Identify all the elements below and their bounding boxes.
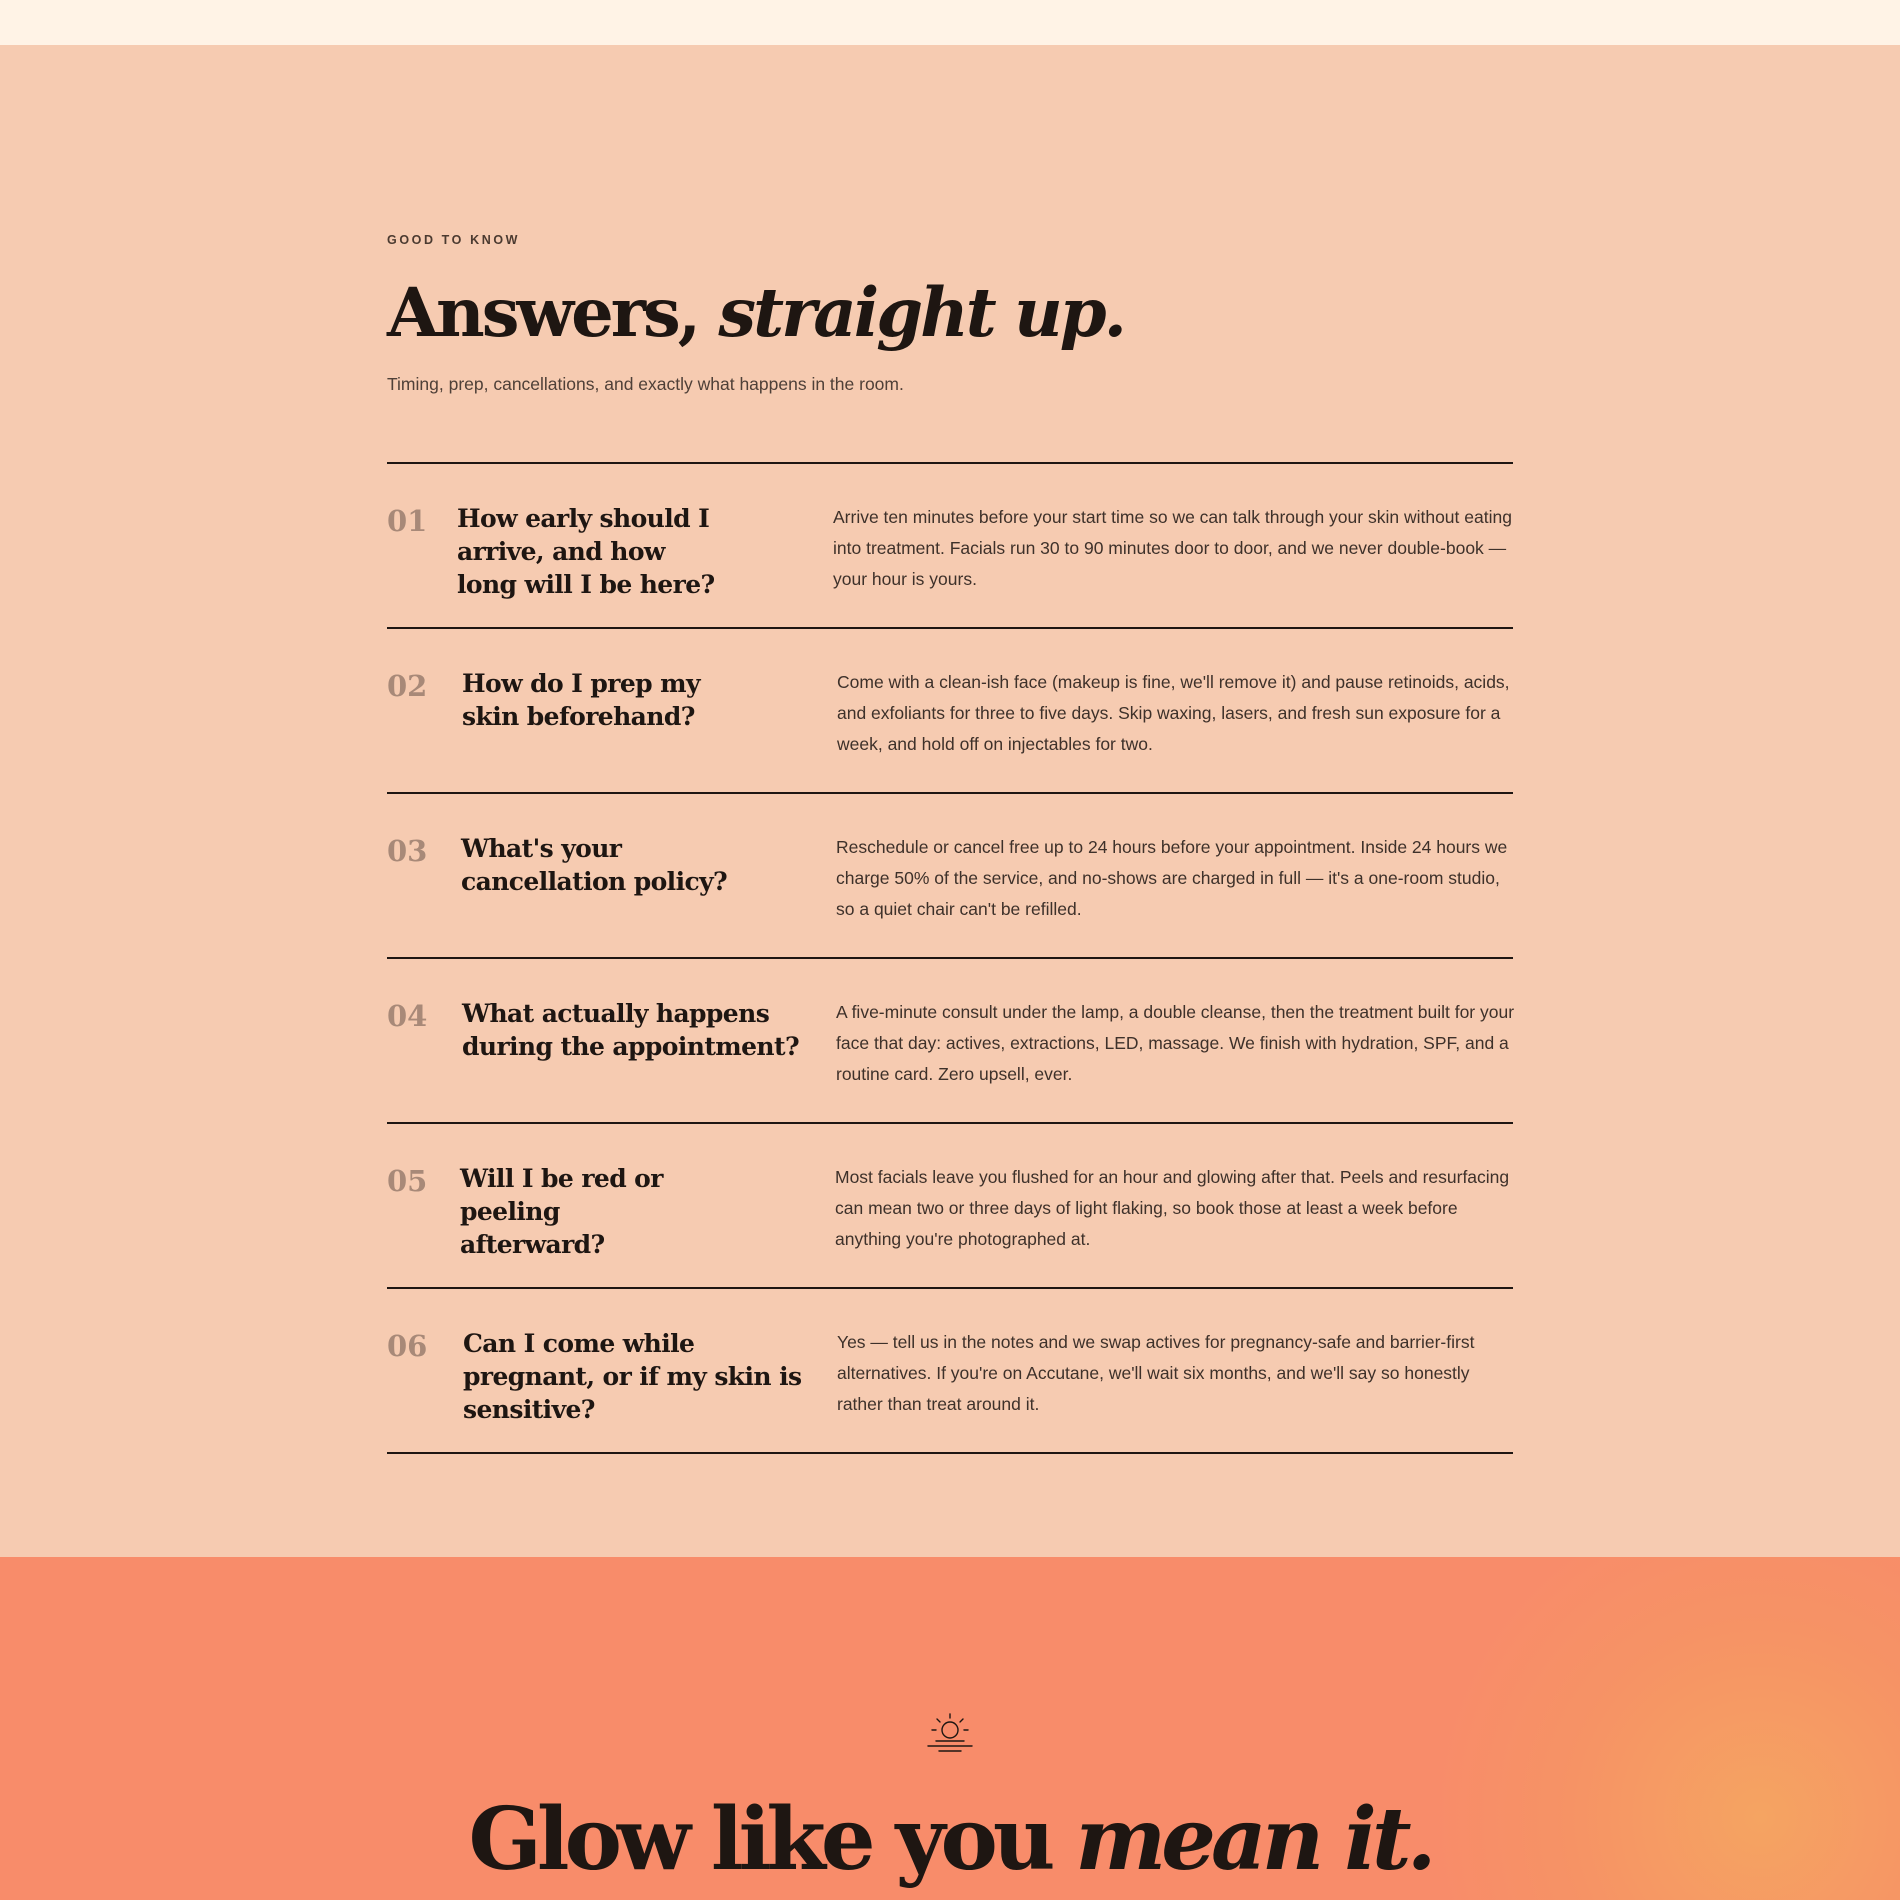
faq-item-question: How do I prep my skin beforehand? xyxy=(462,669,700,731)
faq-item-answer: Come with a clean-ish face (makeup is fine, we'll remove it) and pause retinoids, acids, and exfoliants for three to five days. Skip waxing, lasers, and fresh sun exposure for a week, and hold off on injectables for two. xyxy=(837,672,1510,754)
faq-list xyxy=(387,462,1513,1454)
faq-item[interactable] xyxy=(387,1289,1513,1454)
faq-item-answer: A five-minute consult under the lamp, a double cleanse, then the treatment built for your face that day: actives, extractions, LED, massage. We finish with hydration, SPF, and a routine card. Zero upsell, ever. xyxy=(836,1002,1515,1084)
faq-item-answer: Reschedule or cancel free up to 24 hours before your appointment. Inside 24 hours we charge 50% of the service, and no-shows are charged in full — it's a one-room studio, so a quiet chair can't be refilled. xyxy=(836,837,1508,919)
faq-eyebrow: GOOD TO KNOW xyxy=(387,233,521,247)
faq-section xyxy=(0,45,1900,1557)
faq-item[interactable] xyxy=(387,959,1513,1124)
faq-item[interactable] xyxy=(387,629,1513,794)
faq-item-number: 04 xyxy=(387,999,428,1033)
faq-item-question: Will I be red or peeling afterward? xyxy=(460,1164,663,1259)
faq-item-question: What's your cancellation policy? xyxy=(461,834,728,896)
cta-section xyxy=(0,1557,1900,1900)
sunrise-icon xyxy=(926,1708,974,1756)
faq-item-number: 02 xyxy=(387,669,428,703)
faq-title-plain: Answers, xyxy=(387,273,719,352)
faq-item-number: 03 xyxy=(387,834,428,868)
cta-title-italic: mean it. xyxy=(1075,1789,1432,1890)
faq-item-question: Can I come while pregnant, or if my skin is sensitive? xyxy=(463,1329,802,1424)
faq-title-italic: straight up. xyxy=(718,273,1124,352)
faq-item-answer: Yes — tell us in the notes and we swap actives for pregnancy-safe and barrier-first alternatives. If you're on Accutane, we'll wait six months, and we'll say so honestly rather than treat around it. xyxy=(837,1332,1475,1414)
faq-item-number: 01 xyxy=(387,504,428,538)
faq-item-question: What actually happens during the appointment? xyxy=(462,999,800,1061)
faq-item[interactable] xyxy=(387,464,1513,629)
faq-title xyxy=(387,273,1124,353)
cta-title-plain: Glow like you xyxy=(468,1789,1076,1890)
faq-item-number: 06 xyxy=(387,1329,428,1363)
faq-item-question: How early should I arrive, and how long will I be here? xyxy=(457,504,715,599)
faq-subtitle: Timing, prep, cancellations, and exactly what happens in the room. xyxy=(387,374,904,394)
faq-item-number: 05 xyxy=(387,1164,428,1198)
faq-item-answer: Arrive ten minutes before your start time so we can talk through your skin without eating into treatment. Facials run 30 to 90 minutes door to door, and we never double-book — your hour is yours. xyxy=(833,507,1512,589)
top-bar xyxy=(0,0,1900,45)
faq-item[interactable] xyxy=(387,794,1513,959)
faq-item-answer: Most facials leave you flushed for an hour and glowing after that. Peels and resurfacing can mean two or three days of light flaking, so book those at least a week before anything you're photographed at. xyxy=(835,1167,1510,1249)
cta-title xyxy=(0,1790,1900,1890)
faq-item[interactable] xyxy=(387,1124,1513,1289)
